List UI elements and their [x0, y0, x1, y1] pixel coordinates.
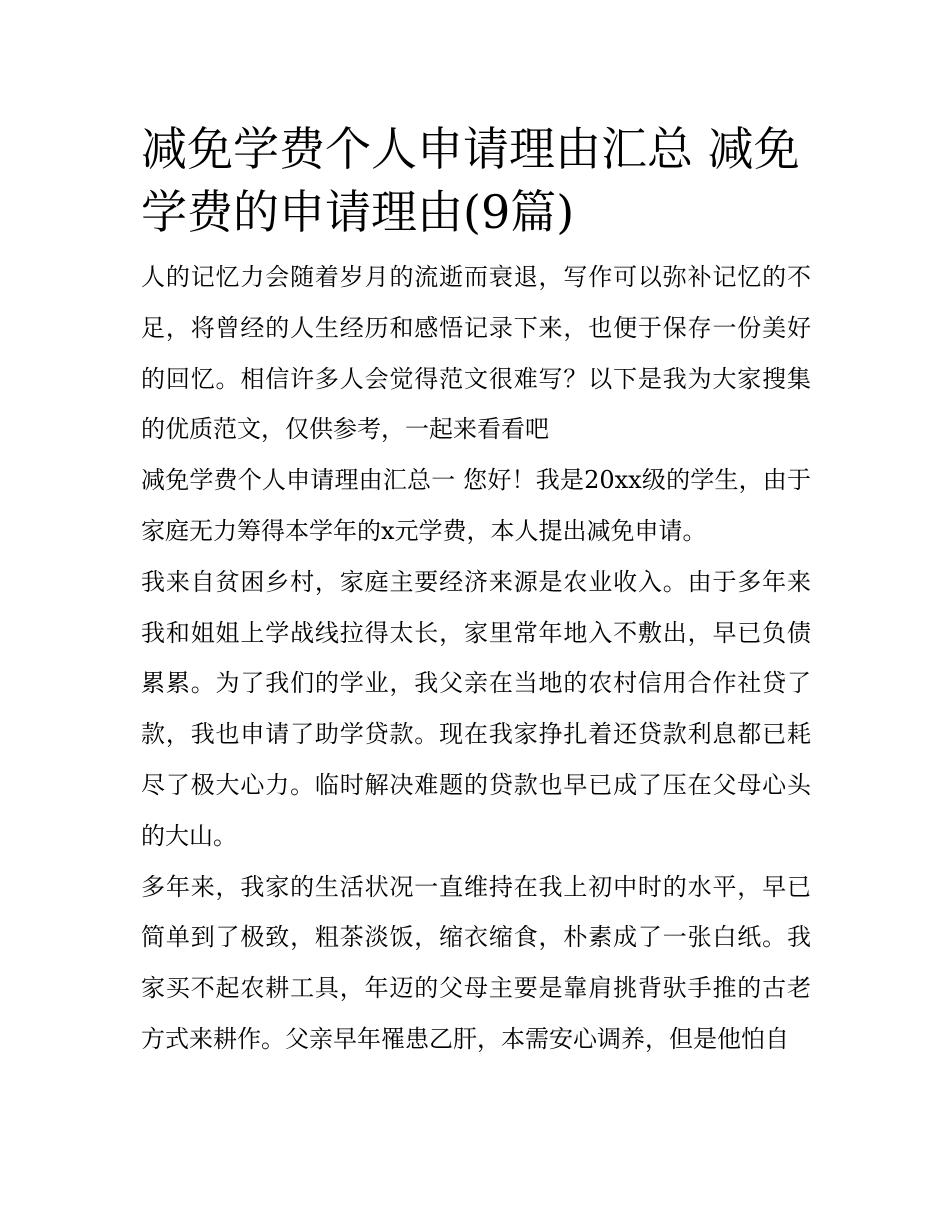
paragraph-living-conditions: 多年来，我家的生活状况一直维持在我上初中时的水平，早已简单到了极致，粗茶淡饭，缩衣缩食，朴素成了一张白纸。我家买不起农耕工具，年迈的父母主要是靠肩挑背驮手推的古老方式来耕作。父亲早年罹患乙肝，本需安心调养，但是他怕自: [141, 872, 811, 1053]
document-title: 减免学费个人申请理由汇总 减免学费的申请理由(9篇): [141, 122, 800, 239]
paragraph-intro: 人的记忆力会随着岁月的流逝而衰退，写作可以弥补记忆的不足，将曾经的人生经历和感悟记录下来，也便于保存一份美好的回忆。相信许多人会觉得范文很难写？以下是我为大家搜集的优质范文，仅供参考，一起来看看吧: [141, 263, 811, 444]
paragraph-greeting: 减免学费个人申请理由汇总一 您好！我是20xx级的学生，由于家庭无力筹得本学年的x元学费，本人提出减免申请。: [141, 466, 811, 545]
paragraph-family-background: 我来自贫困乡村，家庭主要经济来源是农业收入。由于多年来我和姐姐上学战线拉得太长，家里常年地入不敷出，早已负债累累。为了我们的学业，我父亲在当地的农村信用合作社贷了款，我也申请了助学贷款。现在我家挣扎着还贷款利息都已耗尽了极大心力。临时解决难题的贷款也早已成了压在父母心头的大山。: [141, 567, 811, 850]
document-body: [141, 118, 811, 1065]
